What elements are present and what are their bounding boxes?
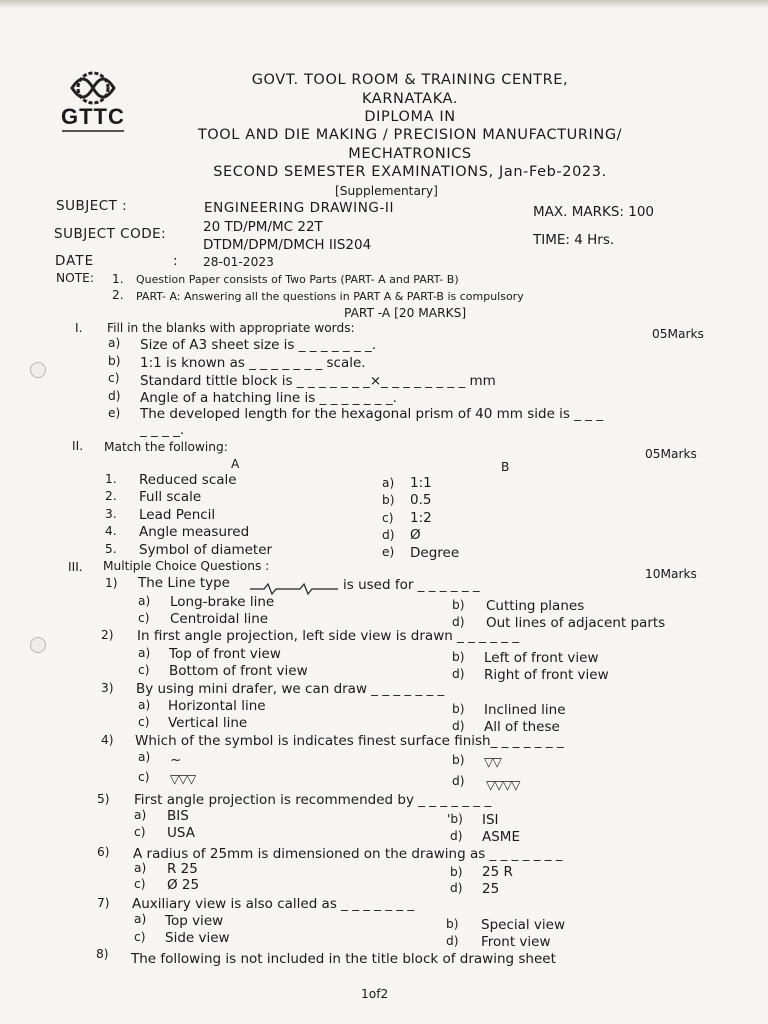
q2-a: Top of front view [169,646,281,662]
s1-a-text: Size of A3 sheet size is _ _ _ _ _ _ _. [140,337,377,353]
q1-c-label: c) [138,611,150,625]
q2-b-label: b) [452,650,465,664]
q4-a: ~ [170,752,182,768]
match-b5-text: Degree [410,545,460,561]
section-2-title: Match the following: [104,440,228,454]
q2-text: In first angle projection, left side view is drawn _ _ _ _ _ _ [137,628,520,644]
program-line-1: DIPLOMA IN [364,109,456,125]
q1-b-label: b) [452,598,465,612]
q4-text: Which of the symbol is indicates finest surface finish_ _ _ _ _ _ _ [135,733,564,749]
q5-a-label: a) [134,808,147,822]
q2-d: Right of front view [484,667,609,683]
q1-pre: The Line type [138,575,230,591]
q8-num: 8) [96,947,109,961]
q1-d-label: d) [452,615,465,629]
match-a5-num: 5. [105,542,117,556]
punch-hole-top [30,362,46,378]
date-value: 28-01-2023 [203,255,274,269]
q5-c: USA [167,825,195,841]
match-a1-num: 1. [105,472,117,486]
s1-d-label: d) [108,389,121,403]
note-2-num: 2. [112,288,124,302]
q3-a-label: a) [138,698,151,712]
q5-num: 5) [97,792,110,806]
q8-text: The following is not included in the title block of drawing sheet [131,951,556,967]
s1-c-label: c) [108,371,120,385]
match-b3-text: 1:2 [410,510,432,526]
part-a-heading: PART -A [20 MARKS] [344,306,467,320]
q4-c: ▽▽▽ [170,772,196,786]
q2-b: Left of front view [484,650,599,666]
q3-text: By using mini drafer, we can draw _ _ _ _ _ _ _ [136,681,445,697]
match-a3-num: 3. [105,507,117,521]
q2-num: 2) [101,628,114,642]
q4-b: ▽▽ [484,755,501,769]
match-a2-num: 2. [105,489,117,503]
q6-c: Ø 25 [167,877,200,893]
note-2: PART- A: Answering all the questions in PART A & PART-B is compulsory [136,290,524,303]
q1-a-label: a) [138,594,151,608]
q7-num: 7) [97,896,110,910]
match-b2-text: 0.5 [410,492,432,508]
q6-b: 25 R [482,864,513,880]
q5-b: ISI [482,812,499,828]
q5-text: First angle projection is recommended by _ _ _ _ _ _ _ [134,792,492,808]
q4-c-label: c) [138,770,150,784]
q1-d: Out lines of adjacent parts [486,615,666,631]
q6-num: 6) [97,845,110,859]
match-b4-text: Ø [410,527,421,543]
q3-c: Vertical line [168,715,248,731]
q6-d-label: d) [450,881,463,895]
q1-c: Centroidal line [170,611,269,627]
subject-code-1: 20 TD/PM/MC 22T [203,219,323,235]
q3-num: 3) [101,681,114,695]
subject-value: ENGINEERING DRAWING-II [204,200,395,216]
note-1-num: 1. [112,272,124,286]
q6-text: A radius of 25mm is dimensioned on the drawing as _ _ _ _ _ _ _ [133,846,563,862]
q7-d: Front view [481,934,551,950]
q6-a-label: a) [134,861,147,875]
q7-c: Side view [165,930,230,946]
q5-d-label: d) [450,829,463,843]
q3-a: Horizontal line [168,698,266,714]
match-a3-text: Lead Pencil [139,507,216,523]
punch-hole-bottom [30,637,46,653]
section-2-num: II. [72,439,84,453]
section-3-title: Multiple Choice Questions : [103,559,270,573]
exam-time: TIME: 4 Hrs. [533,232,615,248]
q1-b: Cutting planes [486,598,585,614]
s1-b-label: b) [108,354,121,368]
q3-d-label: d) [452,719,465,733]
s1-d-text: Angle of a hatching line is _ _ _ _ _ _ _. [140,390,397,406]
q1-post: is used for _ _ _ _ _ _ [343,577,480,593]
exam-line: SECOND SEMESTER EXAMINATIONS, Jan-Feb-2023. [213,164,607,180]
note-1: Question Paper consists of Two Parts (PART- A and PART- B) [136,273,459,286]
q6-c-label: c) [134,877,146,891]
match-b5-num: e) [382,545,395,559]
q3-d: All of these [484,719,560,735]
supplementary-tag: [Supplementary] [335,184,438,198]
date-colon: : [173,253,178,269]
logo-text: GTTC [61,104,125,129]
col-a-header: A [231,457,240,471]
q4-num: 4) [101,733,114,747]
q2-c: Bottom of front view [169,663,308,679]
q3-c-label: c) [138,715,150,729]
section-2-marks: 05Marks [645,447,697,461]
q4-b-label: b) [452,753,465,767]
q4-d: ▽▽▽▽ [486,778,520,792]
q7-text: Auxiliary view is also called as _ _ _ _ _ _ _ [132,896,415,912]
match-a4-num: 4. [105,524,117,538]
q6-d: 25 [482,881,500,897]
match-b3-num: c) [382,511,394,525]
max-marks: MAX. MARKS: 100 [533,204,655,220]
q7-b: Special view [481,917,566,933]
q2-c-label: c) [138,663,150,677]
program-line-3: MECHATRONICS [348,146,472,162]
match-b1-text: 1:1 [410,475,432,491]
section-3-marks: 10Marks [645,567,697,581]
q2-a-label: a) [138,646,151,660]
s1-c-text: Standard tittle block is _ _ _ _ _ _ _×_ _ _ _ _ _ _ _ mm [140,373,496,389]
q5-b-label: 'b) [447,812,463,826]
subject-label: SUBJECT : [56,198,128,214]
q2-d-label: d) [452,667,465,681]
col-b-header: B [501,460,510,474]
q1-a: Long-brake line [170,594,275,610]
section-1-title: Fill in the blanks with appropriate words: [107,321,355,335]
match-a2-text: Full scale [139,489,202,505]
program-line-2: TOOL AND DIE MAKING / PRECISION MANUFACTURING/ [197,127,623,143]
page-number: 1of2 [361,987,389,1001]
match-a5-text: Symbol of diameter [139,542,273,558]
q6-b-label: b) [450,865,463,879]
q7-a-label: a) [134,912,147,926]
match-a1-text: Reduced scale [139,472,237,488]
org-line-1: GOVT. TOOL ROOM & TRAINING CENTRE, [251,72,569,88]
q3-b-label: b) [452,702,465,716]
q7-a: Top view [165,913,224,929]
section-3-num: III. [68,560,83,574]
q1-num: 1) [105,576,118,590]
subject-code-label: SUBJECT CODE: [54,226,167,242]
match-b4-num: d) [382,528,395,542]
q3-b: Inclined line [484,702,566,718]
q6-a: R 25 [167,861,198,877]
match-b1-num: a) [382,476,395,490]
note-label: NOTE: [56,271,94,285]
date-label: DATE [55,253,95,269]
q7-c-label: c) [134,930,146,944]
s1-e-label: e) [108,406,121,420]
s1-b-text: 1:1 is known as _ _ _ _ _ _ _ scale. [140,355,366,371]
section-1-marks: 05Marks [652,327,704,341]
s1-e-text: The developed length for the hexagonal prism of 40 mm side is _ _ _ [140,406,604,422]
subject-code-2: DTDM/DPM/DMCH IIS204 [203,237,372,253]
s1-e-text-cont: _ _ _ _. [140,422,185,438]
q7-d-label: d) [446,934,459,948]
match-b2-num: b) [382,493,395,507]
org-line-2: KARNATAKA. [361,91,459,107]
section-1-num: I. [75,321,83,335]
q5-a: BIS [167,808,189,824]
scan-edge [0,0,768,8]
s1-a-label: a) [108,336,121,350]
q5-c-label: c) [134,825,146,839]
match-a4-text: Angle measured [139,524,250,540]
gttc-logo [58,68,128,142]
q7-b-label: b) [446,917,459,931]
q4-a-label: a) [138,750,151,764]
q5-d: ASME [482,829,520,845]
q4-d-label: d) [452,774,465,788]
